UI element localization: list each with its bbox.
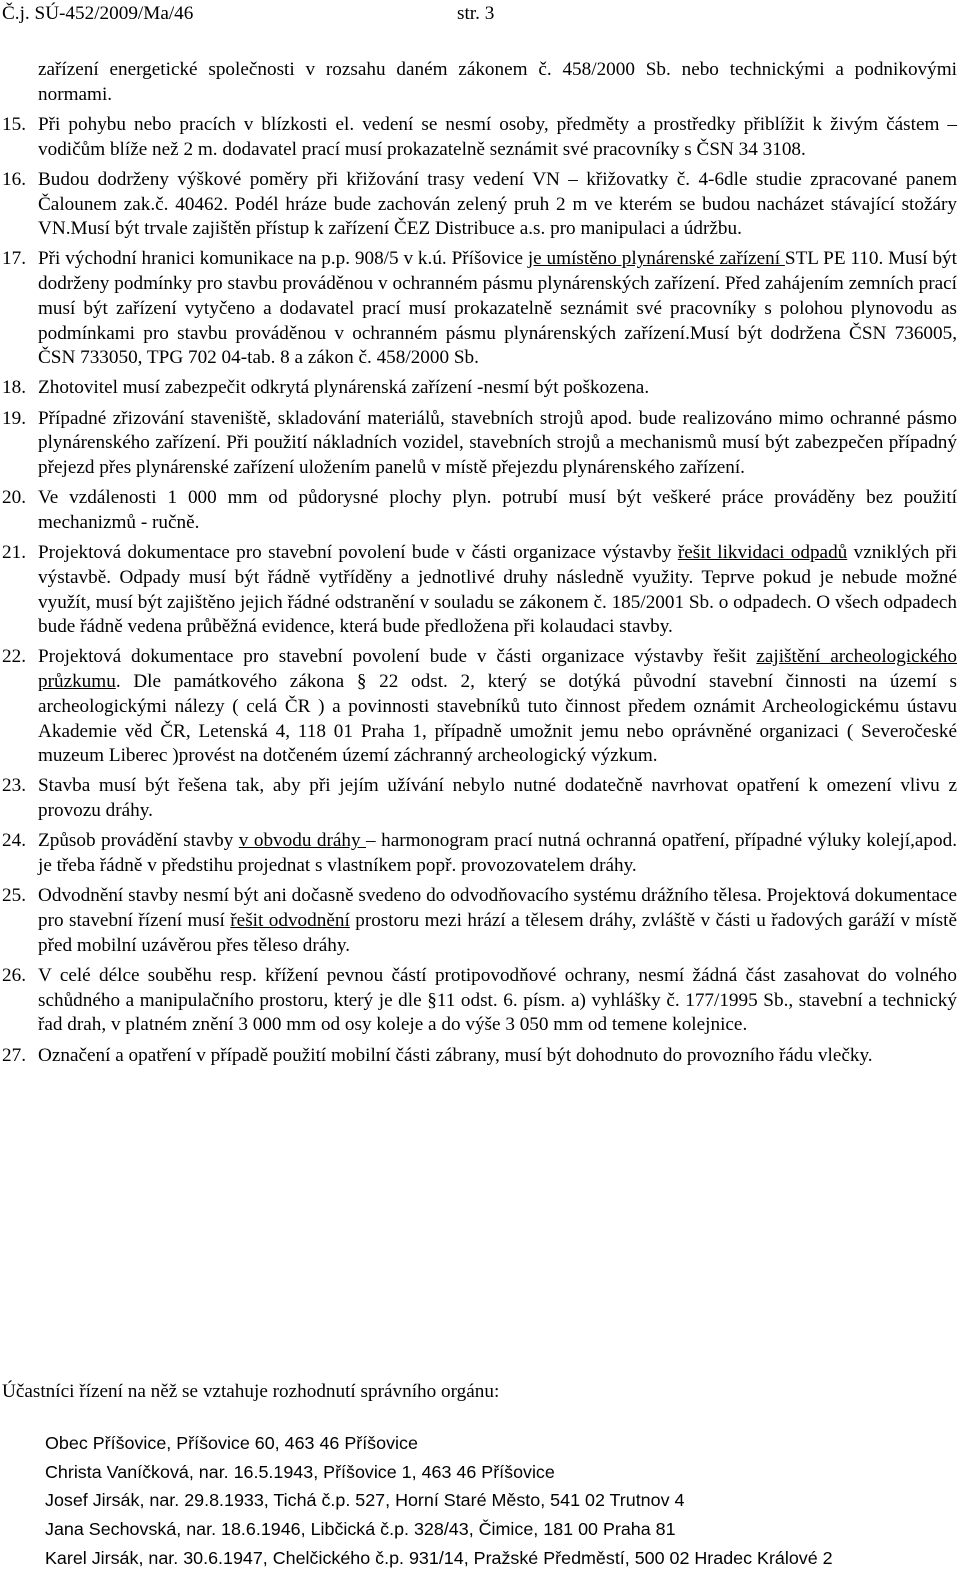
conditions-list xyxy=(2,58,957,1074)
condition-item xyxy=(2,964,957,1038)
condition-number: 22. xyxy=(2,646,26,668)
condition-item xyxy=(2,407,957,481)
underlined-text: v obvodu dráhy xyxy=(238,830,367,852)
condition-number: 26. xyxy=(2,964,26,986)
condition-text: Ve vzdálenosti 1 000 mm od půdorysné plochy plyn. potrubí musí být veškeré práce prováděny bez použití mechanizmů - ručně. xyxy=(38,487,957,533)
condition-text: Při pohybu nebo pracích v blízkosti el. vedení se nesmí osoby, předměty a prostředky přiblížit k živým částem – vodičům blíže než 2 m. dodavatel prací musí prokazatelně seznámit své pracovníky s ČSN 34 3108. xyxy=(38,113,957,160)
condition-item xyxy=(2,247,957,371)
participant-entry: Christa Vaníčková, nar. 16.5.1943, Příšovice 1, 463 46 Příšovice xyxy=(45,1461,555,1482)
participants-list xyxy=(2,1429,957,1573)
underlined-text: zajištění archeologického průzkumu xyxy=(38,646,957,693)
condition-number: 16. xyxy=(2,168,26,190)
underlined-text: řešit odvodnění xyxy=(230,910,350,931)
condition-text: zařízení energetické společnosti v rozsahu daném zákonem č. 458/2000 Sb. nebo technickými a podnikovými normami. xyxy=(38,59,957,105)
condition-number: 24. xyxy=(2,830,26,852)
condition-text: Při východní hranici komunikace na p.p. 908/5 v k.ú. Příšovice xyxy=(38,248,528,270)
condition-item xyxy=(2,774,957,823)
condition-text: Způsob provádění stavby xyxy=(38,830,239,852)
condition-text: . Dle památkového zákona § 22 odst. 2, který se dotýká původní stavební činnosti na území s archeologickými nálezy ( celá ČR ) a povinnosti stavebníků tuto činnost předem oznámit Archeologickému ústavu Akademie věd ČR, Letenská 4, 118 01 Praha 1, případně umožnit jemu nebo oprávněné organizaci ( Severočeské muzeum Liberec )provést na dotčeném území záchranný archeologický výzkum. xyxy=(38,671,957,767)
condition-number: 23. xyxy=(2,775,26,797)
condition-number: 18. xyxy=(2,377,26,399)
participant-entry: Karel Jirsák, nar. 30.6.1947, Chelčického č.p. 931/14, Pražské Předměstí, 500 02 Hradec Králové 2 xyxy=(45,1547,833,1568)
participant-entry: Josef Jirsák, nar. 29.8.1933, Tichá č.p. 527, Horní Staré Město, 541 02 Trutnov 4 xyxy=(45,1490,685,1511)
condition-item xyxy=(2,884,957,958)
condition-text: Budou dodrženy výškové poměry při křižování trasy vedení VN – křižovatky č. 4-6dle studie zpracované panem Čalounem zak.č. 40462. Podél hráze bude zachován zelený pruh 2 m ve kterém se budou nacházet stávající stožáry VN.Musí být trvale zajištěn přístup k zařízení ČEZ Distribuce a.s. pro manipulaci a údržbu. xyxy=(38,168,957,240)
condition-item xyxy=(2,113,957,162)
condition-item xyxy=(2,58,957,107)
condition-text: Označení a opatření v případě použití mobilní části zábrany, musí být dohodnuto do provozního řádu vlečky. xyxy=(38,1044,873,1066)
participants-section xyxy=(2,1380,957,1573)
condition-item xyxy=(2,486,957,535)
condition-number: 25. xyxy=(2,885,26,907)
condition-text: – harmonogram prací nutná ochranná opatření, případné výluky kolejí,apod. je třeba řádně v předstihu projednat s vlastníkem popř. provozovatelem dráhy. xyxy=(38,830,957,877)
condition-text: STL PE 110. Musí být dodrženy podmínky pro stavbu prováděnou v ochranném pásmu plynárenských zařízení. Před zahájením zemních prací musí být zařízení vytyčeno a dodavatel prací musí prokazatelně seznámit své pracovníky s polohou plynovodu as podmínkami pro stavbu prováděnou v ochranném pásmu plynárenských zařízení.Musí být dodržena ČSN 736005, ČSN 733050, TPG 702 04-tab. 8 a zákon č. 458/2000 Sb. xyxy=(38,248,957,369)
condition-text: Projektová dokumentace pro stavební povolení bude v části organizace výstavby řešit xyxy=(38,646,757,668)
condition-text: Případné zřizování staveniště, skladování materiálů, stavebních strojů apod. bude realizováno mimo ochranné pásmo plynárenského zařízení. Při použití nákladních vozidel, stavebních strojů a mechanismů musí být zabezpečen případný přejezd přes plynárenské zařízení uložením panelů v místě přejezdu plynárenského zařízení. xyxy=(38,407,957,479)
condition-text: Zhotovitel musí zabezpečit odkrytá plynárenská zařízení -nesmí být poškozena. xyxy=(38,377,650,399)
condition-number: 20. xyxy=(2,487,26,509)
underlined-text: řešit likvidaci odpadů xyxy=(677,542,848,564)
document-reference: Č.j. SÚ-452/2009/Ma/46 xyxy=(2,3,194,24)
condition-text: prostoru mezi hrází a tělesem dráhy, zvláště v části u řadových garáží v místě před mobilní uzávěrou přes těleso dráhy. xyxy=(38,910,957,956)
condition-number: 17. xyxy=(2,248,26,270)
condition-text: Projektová dokumentace pro stavební povolení bude v části organizace výstavby xyxy=(38,542,678,564)
condition-text: V celé délce souběhu resp. křížení pevnou částí protipovodňové ochrany, nesmí žádná část zasahovat do volného schůdného a manipulačního prostoru, který je dle §11 odst. 6. písm. a) vyhlášky č. 177/1995 Sb., stavební a technický řad drah, v platném znění 3 000 mm od osy koleje a do výše 3 050 mm od temene kolejnice. xyxy=(38,964,957,1036)
condition-number: 21. xyxy=(2,542,26,564)
participant-entry: Obec Příšovice, Příšovice 60, 463 46 Příšovice xyxy=(45,1432,418,1453)
condition-number: 27. xyxy=(2,1044,26,1066)
condition-text: vzniklých při výstavbě. Odpady musí být řádně vytříděny a jednotlivé druhy následně využity. Teprve pokud je nebude možné využít, musí být zajištěno jejich řádné odstranění v souladu se zákonem č. 185/2001 Sb. o odpadech. O všech odpadech bude řádně vedena průběžná evidence, která bude předložena při kolaudaci stavby. xyxy=(38,542,957,638)
condition-item xyxy=(2,1044,957,1069)
condition-item xyxy=(2,376,957,401)
page-number: str. 3 xyxy=(457,3,495,24)
condition-number: 15. xyxy=(2,113,26,135)
condition-number: 19. xyxy=(2,407,26,429)
condition-text: Stavba musí být řešena tak, aby při jejím užívání nebylo nutné dodatečně navrhovat opatření k omezení vlivu z provozu dráhy. xyxy=(38,775,957,822)
condition-item xyxy=(2,168,957,242)
condition-item xyxy=(2,541,957,640)
condition-text: Odvodnění stavby nesmí být ani dočasně svedeno do odvodňovacího systému drážního tělesa. Projektová dokumentace pro stavební řízení musí xyxy=(38,885,957,931)
participant-entry: Jana Sechovská, nar. 18.6.1946, Libčická č.p. 328/43, Čimice, 181 00 Praha 81 xyxy=(45,1519,676,1540)
condition-item xyxy=(2,645,957,769)
participants-heading: Účastníci řízení na něž se vztahuje rozhodnutí správního orgánu: xyxy=(2,1381,500,1402)
condition-item xyxy=(2,829,957,878)
underlined-text: je umístěno plynárenské zařízení xyxy=(527,248,785,270)
